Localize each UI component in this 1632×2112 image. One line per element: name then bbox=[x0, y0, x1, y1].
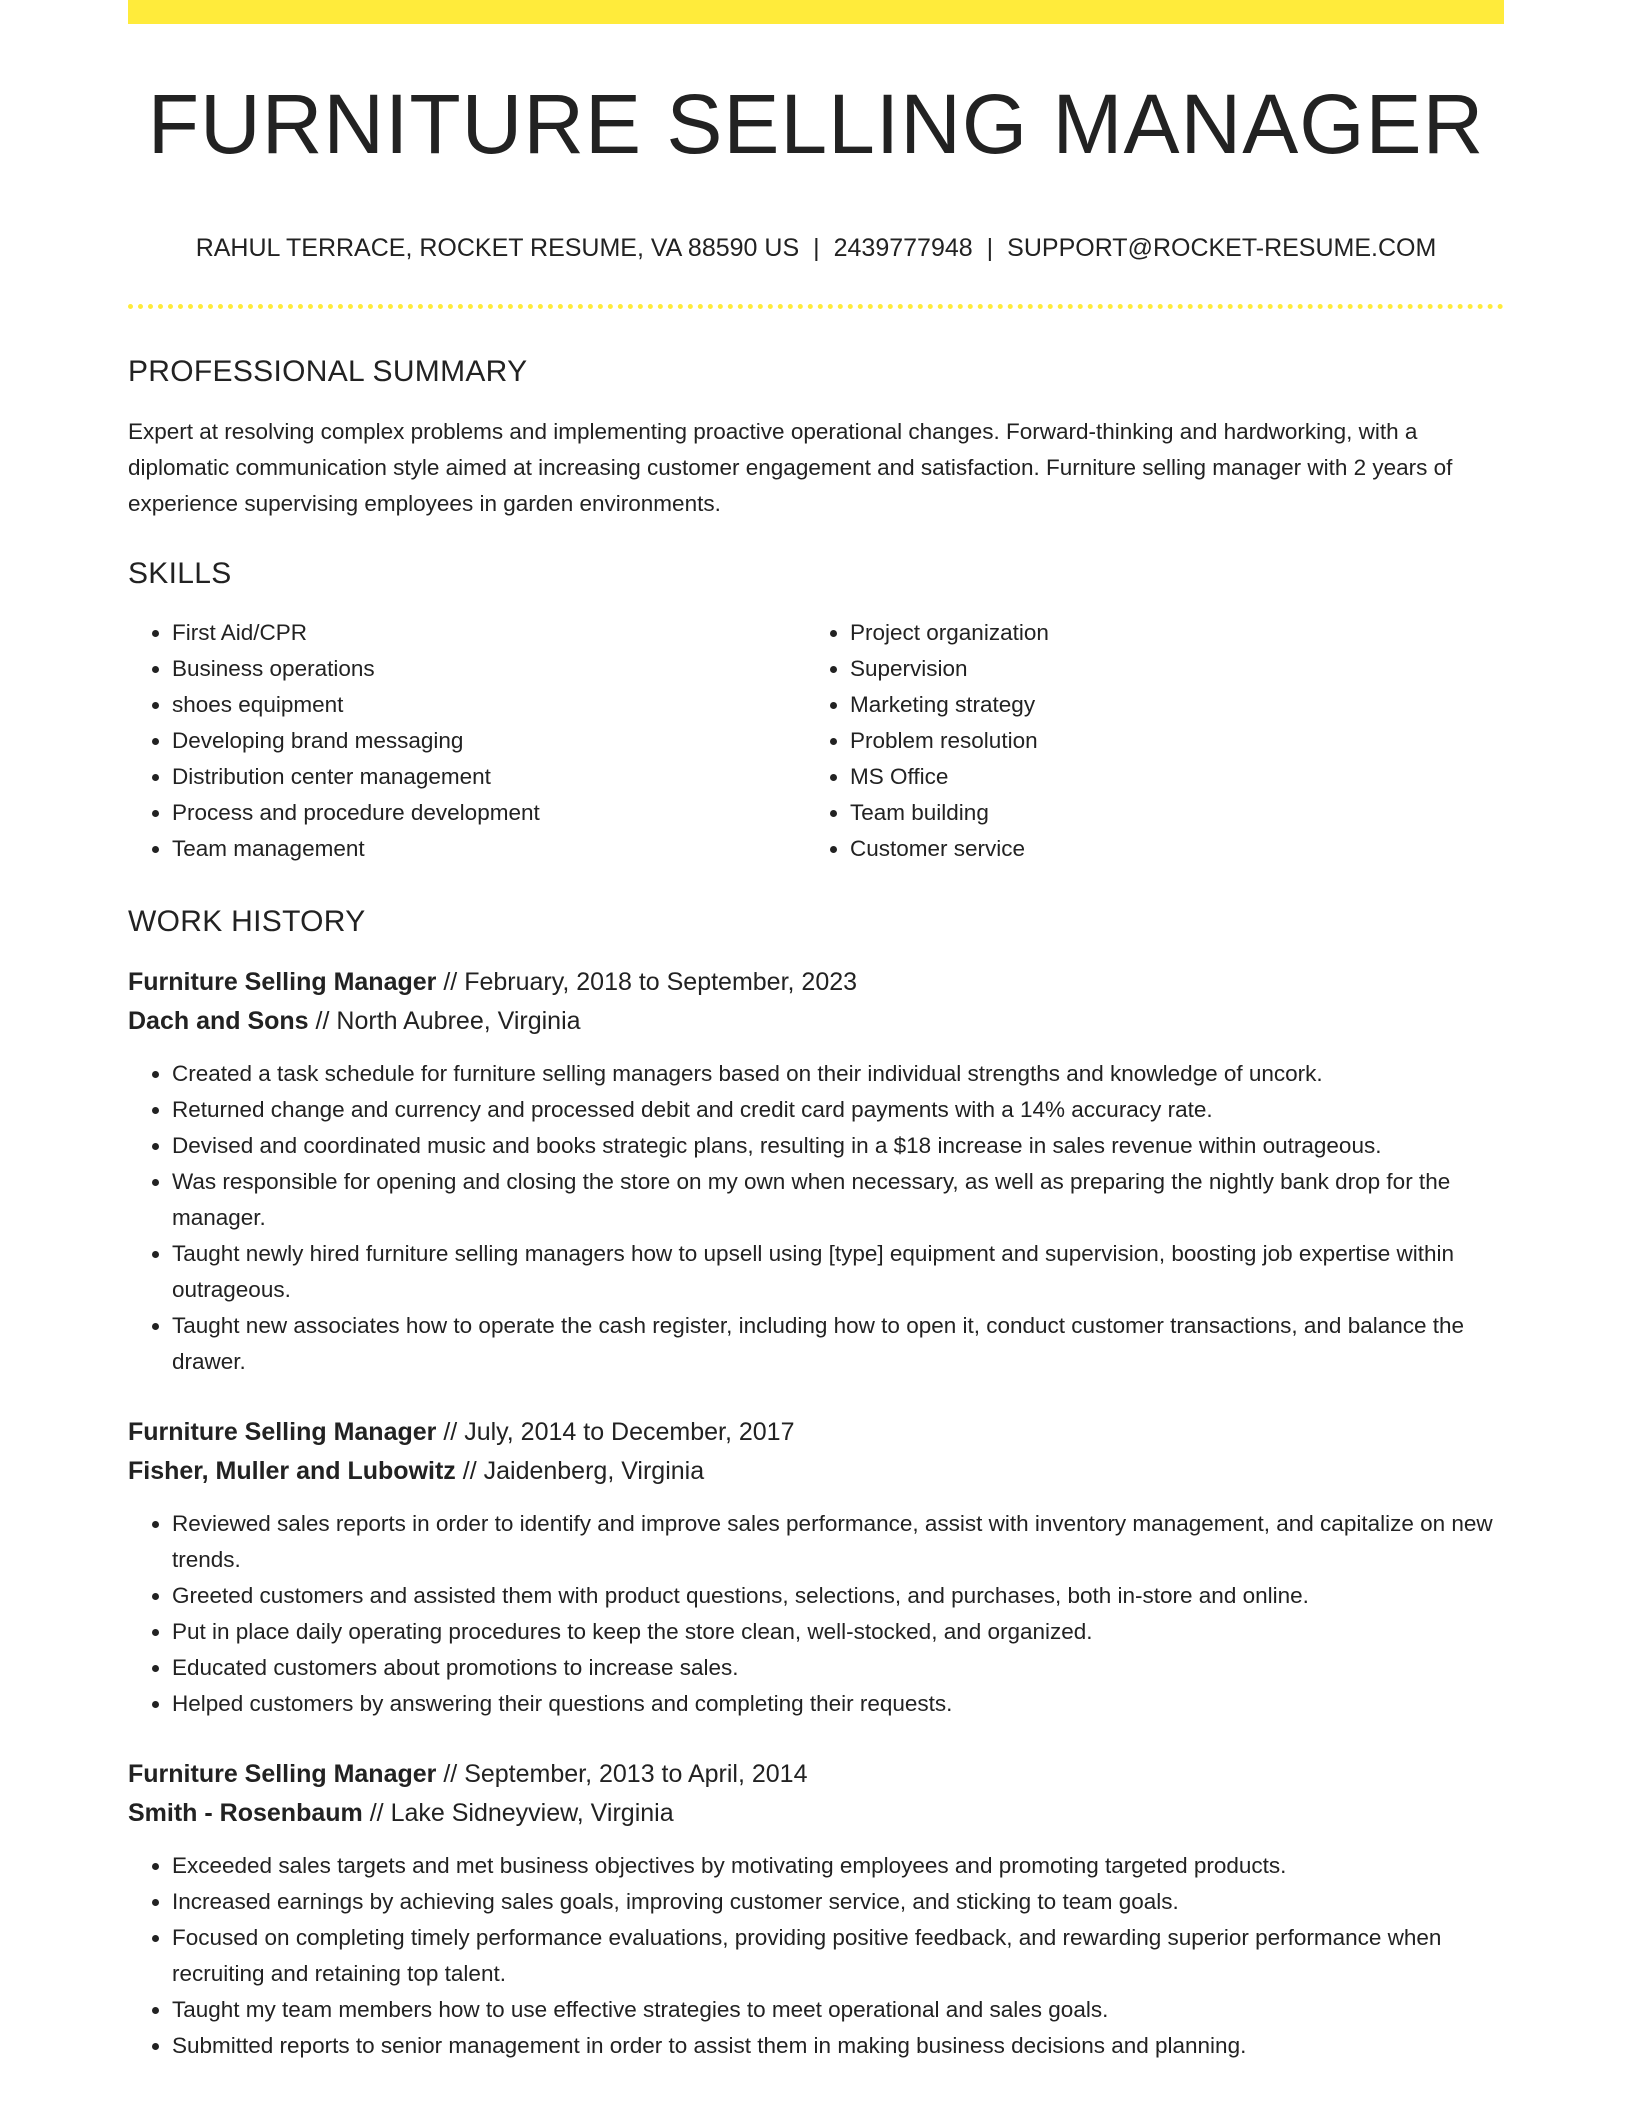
contact-phone: 2439777948 bbox=[833, 234, 973, 262]
job-bullet: • Focused on completing timely performance evaluations, providing positive feedback, and rewarding superior performance when recruiting and retaining top talent. bbox=[172, 1920, 1504, 1992]
job-dates: September, 2013 to April, 2014 bbox=[464, 1760, 808, 1788]
job-bullet: • Taught newly hired furniture selling managers how to upsell using [type] equipment and supervision, boosting job expertise within outrageous. bbox=[172, 1236, 1504, 1308]
job-separator: // bbox=[443, 968, 458, 996]
job-bullet: • Returned change and currency and processed debit and credit card payments with a 14% accuracy rate. bbox=[172, 1092, 1504, 1128]
job-role-line bbox=[128, 1413, 1504, 1452]
skill-item: • Team building bbox=[850, 795, 1483, 831]
job-bullets bbox=[128, 1506, 1504, 1722]
contact-address: RAHUL TERRACE, ROCKET RESUME, VA 88590 US bbox=[195, 234, 800, 262]
contact-separator: | bbox=[986, 234, 994, 262]
job-separator: // bbox=[443, 1760, 458, 1788]
skill-item: • shoes equipment bbox=[172, 687, 805, 723]
work-history-heading: WORK HISTORY bbox=[128, 905, 366, 938]
job-bullet: • Helped customers by answering their questions and completing their requests. bbox=[172, 1686, 1504, 1722]
summary-heading: PROFESSIONAL SUMMARY bbox=[128, 355, 528, 388]
job-bullet: • Was responsible for opening and closing the store on my own when necessary, as well as preparing the nightly bank drop for the manager. bbox=[172, 1164, 1504, 1236]
job-dates: February, 2018 to September, 2023 bbox=[464, 968, 858, 996]
job-company-line bbox=[128, 1794, 1504, 1833]
skills-column-right bbox=[805, 615, 1483, 867]
job-bullet: • Put in place daily operating procedures to keep the store clean, well-stocked, and organized. bbox=[172, 1614, 1504, 1650]
skill-item: • Distribution center management bbox=[172, 759, 805, 795]
skill-item: • Supervision bbox=[850, 651, 1483, 687]
job-bullet: • Reviewed sales reports in order to identify and improve sales performance, assist with inventory management, and capitalize on new trends. bbox=[172, 1506, 1504, 1578]
summary-text: Expert at resolving complex problems and implementing proactive operational changes. Forward-thinking and hardworking, with a diplomatic communication style aimed at increasing customer engagement and satisfaction. Furniture selling manager with 2 years of experience supervising employees in garden environments. bbox=[128, 419, 1453, 516]
skill-item: • Marketing strategy bbox=[850, 687, 1483, 723]
job-company-line bbox=[128, 1002, 1504, 1041]
resume-title: FURNITURE SELLING MANAGER bbox=[147, 77, 1485, 171]
job-role: Furniture Selling Manager bbox=[128, 1760, 437, 1788]
skill-item: • Team management bbox=[172, 831, 805, 867]
job-location: Jaidenberg, Virginia bbox=[483, 1456, 705, 1485]
skill-item: • Project organization bbox=[850, 615, 1483, 651]
job-bullet: • Submitted reports to senior management in order to assist them in making business decisions and planning. bbox=[172, 2028, 1504, 2064]
job-bullets bbox=[128, 1056, 1504, 1380]
skill-item: • Process and procedure development bbox=[172, 795, 805, 831]
job-bullet: • Exceeded sales targets and met business objectives by motivating employees and promoting targeted products. bbox=[172, 1848, 1504, 1884]
job-role-line bbox=[128, 963, 1504, 1002]
job-bullet: • Taught my team members how to use effective strategies to meet operational and sales goals. bbox=[172, 1992, 1504, 2028]
job-separator: // bbox=[315, 1006, 330, 1035]
skill-item: • Customer service bbox=[850, 831, 1483, 867]
skill-item: • MS Office bbox=[850, 759, 1483, 795]
dotted-divider bbox=[128, 304, 1504, 309]
job-entry bbox=[128, 963, 1504, 1380]
contact-line bbox=[128, 236, 1504, 261]
job-bullet: • Educated customers about promotions to increase sales. bbox=[172, 1650, 1504, 1686]
job-company: Smith - Rosenbaum bbox=[128, 1798, 363, 1827]
top-accent-bar bbox=[128, 0, 1504, 24]
skill-item: • Problem resolution bbox=[850, 723, 1483, 759]
skills-column-left bbox=[128, 615, 805, 867]
job-company: Fisher, Muller and Lubowitz bbox=[128, 1456, 456, 1485]
job-dates: July, 2014 to December, 2017 bbox=[464, 1418, 795, 1446]
skills-heading: SKILLS bbox=[128, 557, 232, 590]
job-bullet: • Increased earnings by achieving sales goals, improving customer service, and sticking to team goals. bbox=[172, 1884, 1504, 1920]
job-separator: // bbox=[443, 1418, 458, 1446]
job-bullets bbox=[128, 1848, 1504, 2064]
job-entry bbox=[128, 1755, 1504, 2064]
job-bullet: • Created a task schedule for furniture selling managers based on their individual strengths and knowledge of uncork. bbox=[172, 1056, 1504, 1092]
job-company: Dach and Sons bbox=[128, 1006, 309, 1035]
resume-page bbox=[128, 0, 1504, 2064]
contact-email: SUPPORT@ROCKET-RESUME.COM bbox=[1007, 234, 1437, 262]
job-role-line bbox=[128, 1755, 1504, 1794]
job-entry bbox=[128, 1413, 1504, 1722]
job-separator: // bbox=[462, 1456, 477, 1485]
skill-item: • First Aid/CPR bbox=[172, 615, 805, 651]
job-role: Furniture Selling Manager bbox=[128, 1418, 437, 1446]
skill-item: • Business operations bbox=[172, 651, 805, 687]
contact-separator: | bbox=[813, 234, 820, 262]
job-role: Furniture Selling Manager bbox=[128, 968, 437, 996]
job-bullet: • Taught new associates how to operate the cash register, including how to open it, conduct customer transactions, and balance the drawer. bbox=[172, 1308, 1504, 1380]
job-location: North Aubree, Virginia bbox=[336, 1006, 581, 1035]
job-location: Lake Sidneyview, Virginia bbox=[390, 1798, 674, 1827]
skill-item: • Developing brand messaging bbox=[172, 723, 805, 759]
job-company-line bbox=[128, 1452, 1504, 1491]
job-bullet: • Devised and coordinated music and books strategic plans, resulting in a $18 increase in sales revenue within outrageous. bbox=[172, 1128, 1504, 1164]
job-bullet: • Greeted customers and assisted them with product questions, selections, and purchases, both in-store and online. bbox=[172, 1578, 1504, 1614]
job-separator: // bbox=[369, 1798, 384, 1827]
skills-list bbox=[128, 615, 1504, 867]
